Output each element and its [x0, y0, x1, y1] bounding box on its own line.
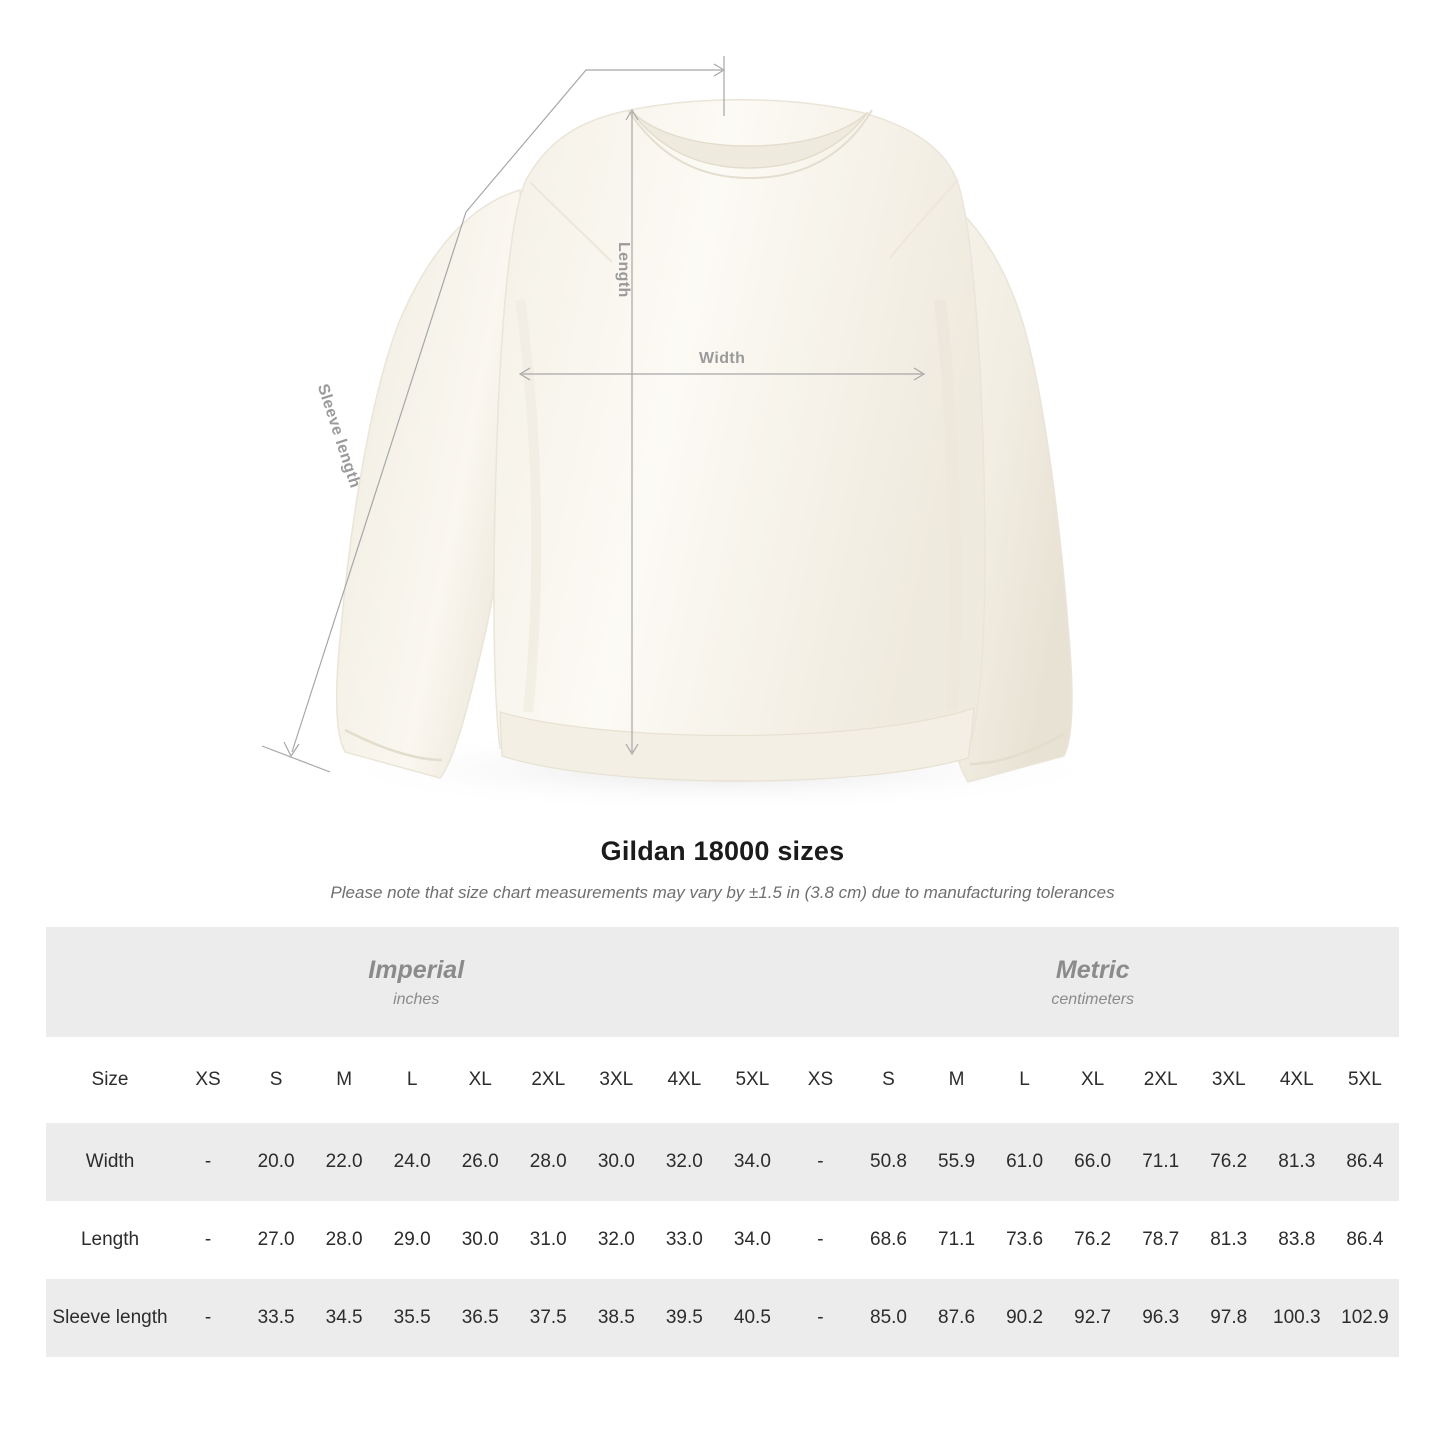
cell-width-imperial-4xl: 32.0	[650, 1123, 718, 1201]
cell-width-metric-5xl: 86.4	[1331, 1123, 1399, 1201]
cell-sleeve-metric-m: 87.6	[923, 1279, 991, 1357]
header-metric-4xl: 4XL	[1263, 1037, 1331, 1123]
metric-unit-cell	[786, 927, 1399, 1037]
header-imperial-l: L	[378, 1037, 446, 1123]
cell-width-metric-2xl: 71.1	[1127, 1123, 1195, 1201]
header-metric-2xl: 2XL	[1127, 1037, 1195, 1123]
metric-unit-name: Metric	[1055, 955, 1130, 984]
cell-length-metric-xs: -	[786, 1201, 854, 1279]
cell-sleeve-imperial-xs: -	[174, 1279, 242, 1357]
metric-unit-sub: centimeters	[1051, 990, 1135, 1008]
table-row	[46, 1123, 1399, 1201]
cell-sleeve-metric-l: 90.2	[991, 1279, 1059, 1357]
title-block	[0, 836, 1445, 903]
cell-length-imperial-xs: -	[174, 1201, 242, 1279]
imperial-unit-sub: inches	[393, 990, 440, 1008]
cell-length-imperial-4xl: 33.0	[650, 1201, 718, 1279]
cell-width-metric-m: 55.9	[923, 1123, 991, 1201]
tolerance-note: Please note that size chart measurements may vary by ±1.5 in (3.8 cm) due to manufacturing tolerances	[330, 883, 1115, 902]
cell-width-imperial-xl: 26.0	[446, 1123, 514, 1201]
cell-sleeve-imperial-l: 35.5	[378, 1279, 446, 1357]
cell-length-metric-s: 68.6	[854, 1201, 922, 1279]
cell-sleeve-metric-xl: 92.7	[1059, 1279, 1127, 1357]
size-table	[46, 927, 1399, 1357]
cell-length-metric-xl: 76.2	[1059, 1201, 1127, 1279]
header-imperial-xl: XL	[446, 1037, 514, 1123]
length-label: Length	[615, 242, 632, 298]
header-metric-l: L	[991, 1037, 1059, 1123]
cell-width-metric-xs: -	[786, 1123, 854, 1201]
cell-sleeve-imperial-4xl: 39.5	[650, 1279, 718, 1357]
cell-length-imperial-3xl: 32.0	[582, 1201, 650, 1279]
cell-length-imperial-xl: 30.0	[446, 1201, 514, 1279]
cell-sleeve-imperial-m: 34.5	[310, 1279, 378, 1357]
cell-length-metric-3xl: 81.3	[1195, 1201, 1263, 1279]
header-imperial-2xl: 2XL	[514, 1037, 582, 1123]
cell-length-metric-l: 73.6	[991, 1201, 1059, 1279]
cell-length-imperial-s: 27.0	[242, 1201, 310, 1279]
header-metric-5xl: 5XL	[1331, 1037, 1399, 1123]
size-header-row	[46, 1037, 1399, 1123]
table-row	[46, 1279, 1399, 1357]
header-imperial-xs: XS	[174, 1037, 242, 1123]
cell-length-imperial-m: 28.0	[310, 1201, 378, 1279]
header-metric-s: S	[854, 1037, 922, 1123]
row-label-width: Width	[46, 1123, 174, 1201]
cell-sleeve-imperial-s: 33.5	[242, 1279, 310, 1357]
cell-width-metric-xl: 66.0	[1059, 1123, 1127, 1201]
table-row	[46, 1201, 1399, 1279]
cell-sleeve-metric-5xl: 102.9	[1331, 1279, 1399, 1357]
header-metric-m: M	[923, 1037, 991, 1123]
size-table-wrap	[0, 927, 1445, 1357]
cell-width-imperial-xs: -	[174, 1123, 242, 1201]
row-label-sleeve-length: Sleeve length	[46, 1279, 174, 1357]
header-imperial-m: M	[310, 1037, 378, 1123]
header-imperial-3xl: 3XL	[582, 1037, 650, 1123]
cell-sleeve-imperial-5xl: 40.5	[718, 1279, 786, 1357]
cell-sleeve-metric-4xl: 100.3	[1263, 1279, 1331, 1357]
cell-length-metric-4xl: 83.8	[1263, 1201, 1331, 1279]
cell-length-metric-2xl: 78.7	[1127, 1201, 1195, 1279]
header-metric-xl: XL	[1059, 1037, 1127, 1123]
sleeve-length-label: Sleeve length	[313, 382, 364, 491]
body	[494, 100, 985, 780]
cell-width-metric-l: 61.0	[991, 1123, 1059, 1201]
header-metric-xs: XS	[786, 1037, 854, 1123]
cell-width-imperial-l: 24.0	[378, 1123, 446, 1201]
cell-sleeve-metric-3xl: 97.8	[1195, 1279, 1263, 1357]
cell-width-imperial-5xl: 34.0	[718, 1123, 786, 1201]
header-metric-3xl: 3XL	[1195, 1037, 1263, 1123]
imperial-unit-cell	[46, 927, 786, 1037]
header-imperial-4xl: 4XL	[650, 1037, 718, 1123]
cell-sleeve-imperial-2xl: 37.5	[514, 1279, 582, 1357]
cell-width-metric-4xl: 81.3	[1263, 1123, 1331, 1201]
page-title: Gildan 18000 sizes	[600, 836, 845, 866]
cell-sleeve-metric-2xl: 96.3	[1127, 1279, 1195, 1357]
header-imperial-5xl: 5XL	[718, 1037, 786, 1123]
row-header-size: Size	[46, 1037, 174, 1123]
row-label-length: Length	[46, 1201, 174, 1279]
cell-sleeve-imperial-xl: 36.5	[446, 1279, 514, 1357]
imperial-unit-name: Imperial	[368, 955, 465, 984]
cell-length-metric-5xl: 86.4	[1331, 1201, 1399, 1279]
cell-width-metric-3xl: 76.2	[1195, 1123, 1263, 1201]
cell-sleeve-metric-xs: -	[786, 1279, 854, 1357]
cell-width-imperial-3xl: 30.0	[582, 1123, 650, 1201]
cell-length-metric-m: 71.1	[923, 1201, 991, 1279]
width-label: Width	[699, 350, 746, 367]
cell-length-imperial-2xl: 31.0	[514, 1201, 582, 1279]
cell-width-imperial-2xl: 28.0	[514, 1123, 582, 1201]
units-header-row	[46, 927, 1399, 1037]
cell-width-imperial-s: 20.0	[242, 1123, 310, 1201]
cell-width-metric-s: 50.8	[854, 1123, 922, 1201]
cell-width-imperial-m: 22.0	[310, 1123, 378, 1201]
header-imperial-s: S	[242, 1037, 310, 1123]
cell-sleeve-metric-s: 85.0	[854, 1279, 922, 1357]
cell-length-imperial-l: 29.0	[378, 1201, 446, 1279]
cell-length-imperial-5xl: 34.0	[718, 1201, 786, 1279]
cell-sleeve-imperial-3xl: 38.5	[582, 1279, 650, 1357]
